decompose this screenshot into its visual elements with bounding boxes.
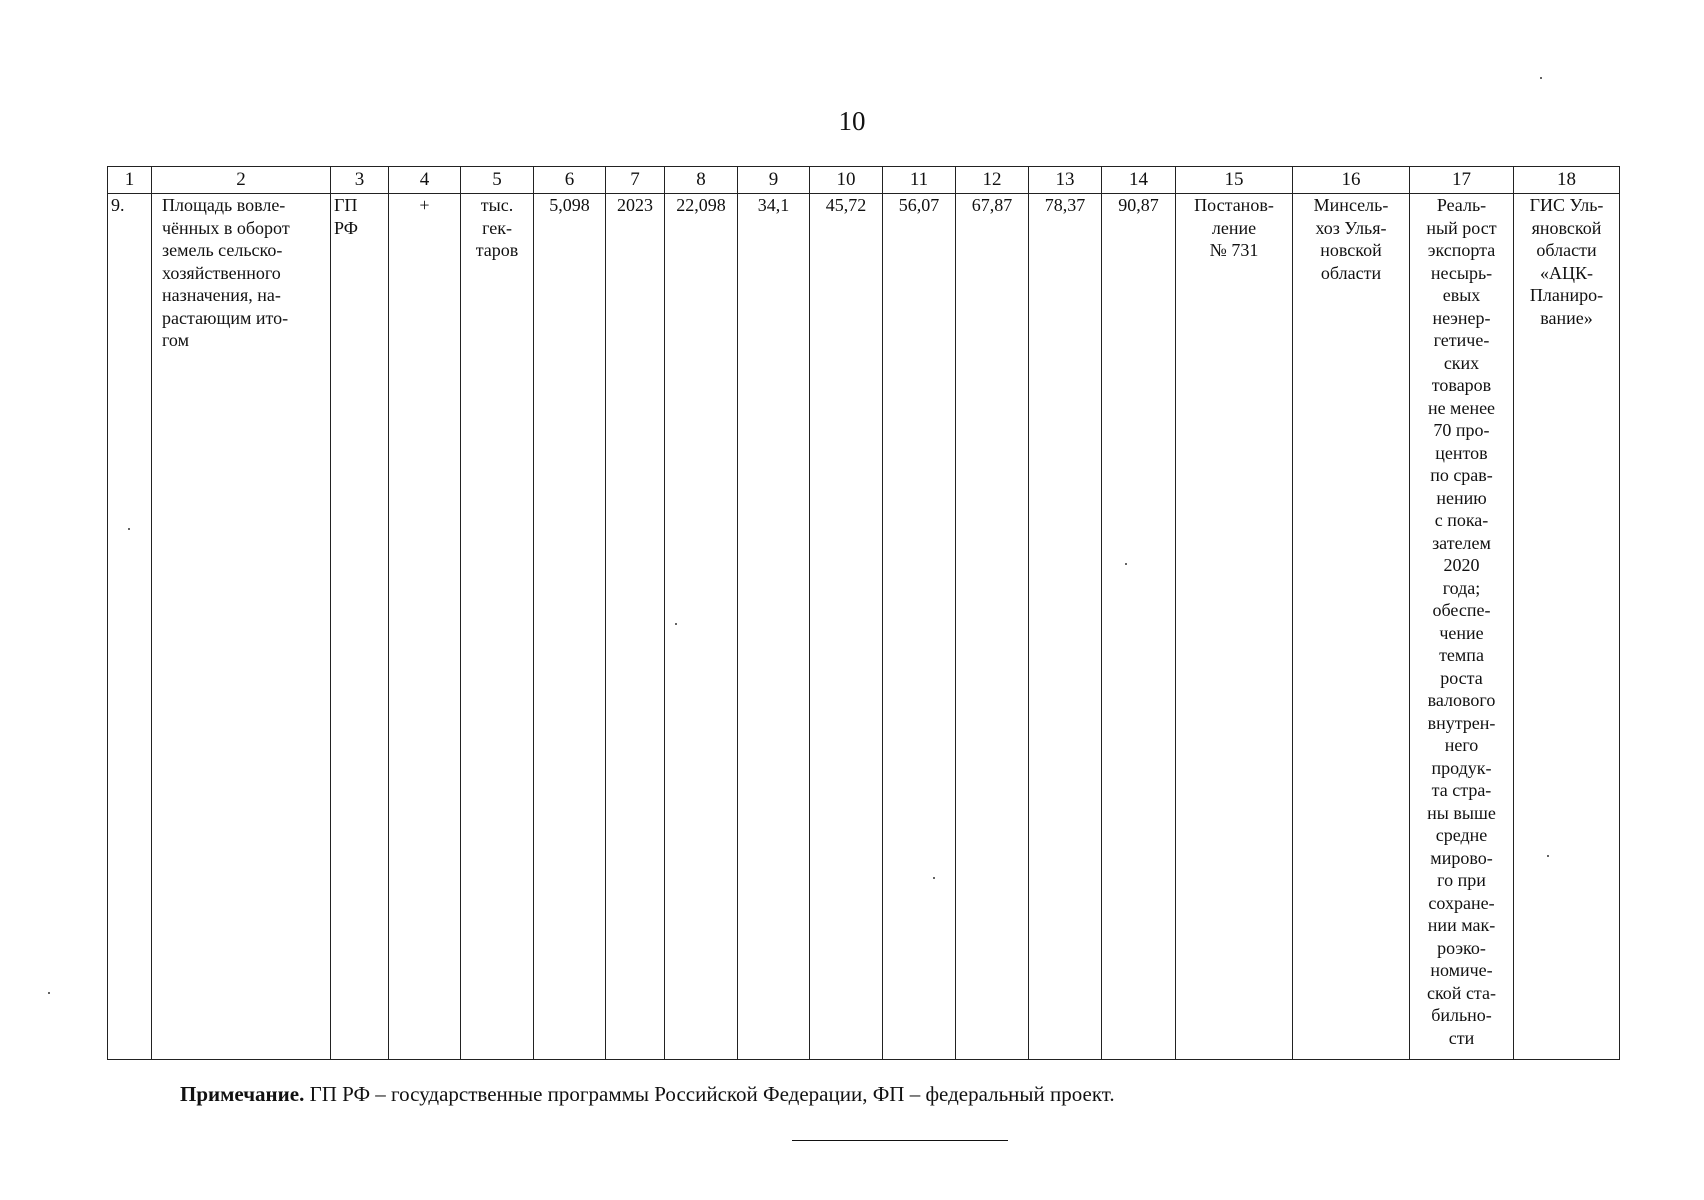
col-header-7: 7	[606, 167, 665, 194]
col-header-10: 10	[810, 167, 883, 194]
cell-value-10: 45,72	[810, 194, 883, 1060]
scan-speck	[1125, 563, 1127, 565]
cell-program-type: ГП РФ	[331, 194, 389, 1060]
cell-document: Постанов- ление № 731	[1176, 194, 1293, 1060]
col-header-11: 11	[883, 167, 956, 194]
cell-goal-link: Реаль- ный рост экспорта несырь- евых неэнер- гетиче- ских товаров не менее 70 про- центов по срав- нению с пока- зателем 2020 года; обеспе- чение темпа роста валового внутрен- него продук- та стра- ны выше средне мирово- го при сохране- нии мак- роэко- номиче- ской ста- бильно- сти	[1410, 194, 1514, 1060]
header-row	[108, 167, 1620, 194]
scan-speck	[48, 992, 50, 994]
col-header-1: 1	[108, 167, 152, 194]
indicator-table	[107, 166, 1620, 1060]
col-header-15: 15	[1176, 167, 1293, 194]
col-header-5: 5	[461, 167, 534, 194]
col-header-17: 17	[1410, 167, 1514, 194]
cell-value-14: 90,87	[1102, 194, 1176, 1060]
footnote-label: Примечание.	[180, 1082, 305, 1106]
footnote	[180, 1082, 1115, 1107]
col-header-4: 4	[389, 167, 461, 194]
col-header-2: 2	[152, 167, 331, 194]
cell-base-value: 5,098	[534, 194, 606, 1060]
cell-unit: тыс. гек- таров	[461, 194, 534, 1060]
scan-speck	[933, 877, 935, 879]
cell-info-system: ГИС Уль- яновской области «АЦК- Планиро- вание»	[1514, 194, 1620, 1060]
scan-speck	[128, 528, 130, 530]
cell-mark: +	[389, 194, 461, 1060]
scan-speck	[1540, 77, 1542, 79]
col-header-9: 9	[738, 167, 810, 194]
col-header-3: 3	[331, 167, 389, 194]
col-header-12: 12	[956, 167, 1029, 194]
col-header-8: 8	[665, 167, 738, 194]
cell-value-12: 67,87	[956, 194, 1029, 1060]
scan-speck	[1547, 855, 1549, 857]
cell-value-8: 22,098	[665, 194, 738, 1060]
col-header-18: 18	[1514, 167, 1620, 194]
cell-value-13: 78,37	[1029, 194, 1102, 1060]
scan-speck	[675, 623, 677, 625]
cell-row-number: 9.	[108, 194, 152, 1060]
page-number: 10	[838, 106, 866, 136]
table-row	[108, 194, 1620, 1060]
col-header-16: 16	[1293, 167, 1410, 194]
footer-divider	[792, 1140, 1008, 1141]
col-header-13: 13	[1029, 167, 1102, 194]
cell-value-11: 56,07	[883, 194, 956, 1060]
footnote-text: ГП РФ – государственные программы Российской Федерации, ФП – федеральный проект.	[304, 1082, 1115, 1106]
col-header-6: 6	[534, 167, 606, 194]
cell-base-year: 2023	[606, 194, 665, 1060]
cell-responsible: Минсель- хоз Улья- новской области	[1293, 194, 1410, 1060]
col-header-14: 14	[1102, 167, 1176, 194]
cell-value-9: 34,1	[738, 194, 810, 1060]
cell-indicator-name: Площадь вовле- чённых в оборот земель сельско- хозяйственного назначения, на- растающим ито- гом	[152, 194, 331, 1060]
